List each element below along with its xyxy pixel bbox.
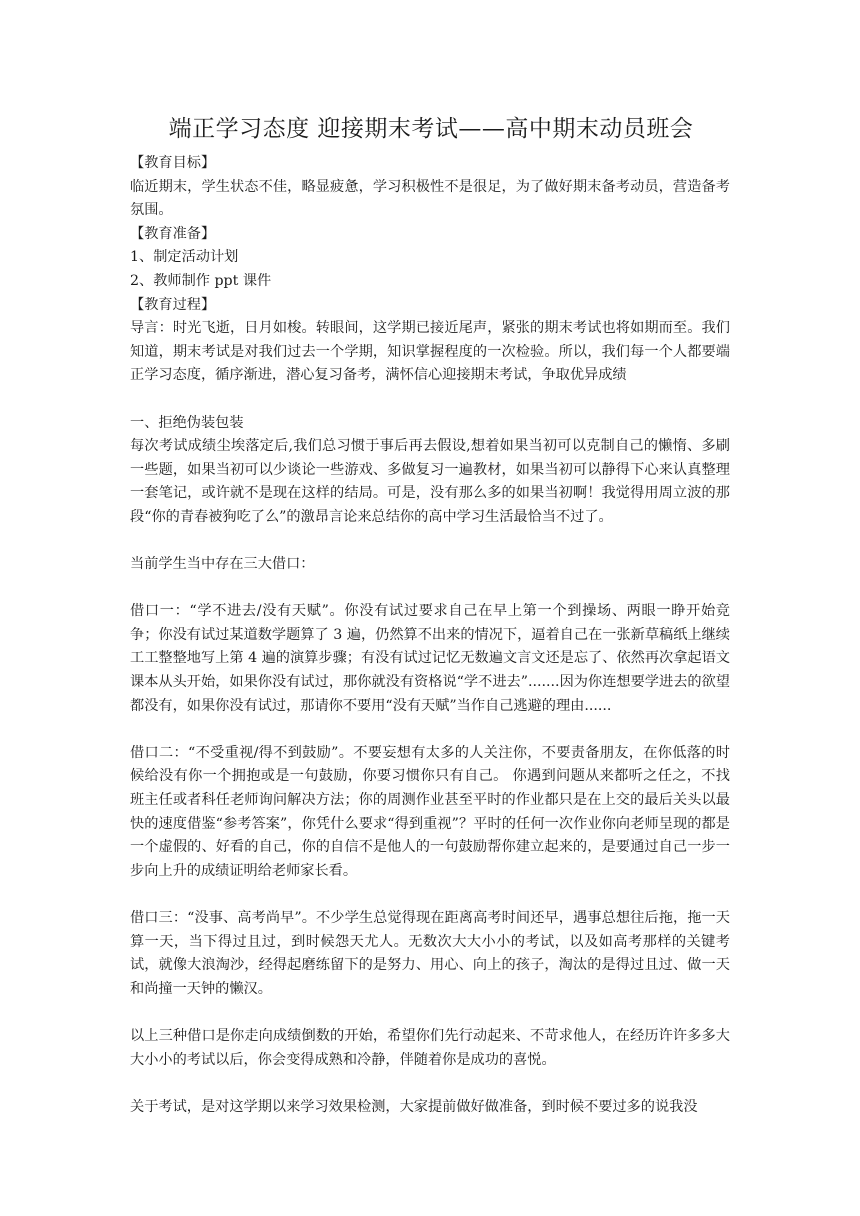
final-partial-paragraph: 关于考试，是对这学期以来学习效果检测，大家提前做好做准备，到时候不要过多的说我没	[130, 1098, 698, 1115]
paragraph-gap	[130, 530, 730, 554]
goal-text: 临近期末，学生状态不佳，略显疲惫，学习积极性不是很足，为了做好期末备考动员，营造备考氛围。	[130, 178, 730, 219]
paragraph-gap	[130, 883, 730, 907]
prep-item-2: 2、教师制作 ppt 课件	[130, 272, 272, 289]
section1-paragraph: 每次考试成绩尘埃落定后,我们总习惯于事后再去假设,想着如果当初可以克制自己的懒惰、多刷一些题，如果当初可以少谈论一些游戏、多做复习一遍教材，如果当初可以静得下心来认真整理一套笔记，或许就不是现在这样的结局。可是，没有那么多的如果当初啊！我觉得用周立波的那段“你的青春被狗吃了么”的激昂言论来总结你的高中学习生活最恰当不过了。	[130, 438, 730, 525]
paragraph-gap	[130, 718, 730, 742]
excuse2-paragraph: 借口二：“不受重视/得不到鼓励”。不要妄想有太多的人关注你，不要责备朋友，在你低落的时候给没有你一个拥抱或是一句鼓励，你要习惯你只有自己。 你遇到问题从来都听之任之，不找班主任或者科任老师询问解决方法；你的周测作业甚至平时的作业都只是在上交的最后关头以最快的速度借鉴“参考答案”，你凭什么要求“得到重视”？平时的任何一次作业你向老师呈现的都是一个虚假的、好看的自己，你的自信不是他人的一句鼓励帮你建立起来的，是要通过自己一步一步向上升的成绩证明给老师家长看。	[130, 744, 730, 879]
paragraph-gap	[130, 1072, 730, 1096]
prep-heading: 【教育准备】	[130, 225, 216, 242]
excuse3-paragraph: 借口三：“没事、高考尚早”。不少学生总觉得现在距离高考时间还早，遇事总想往后拖，拖一天算一天，当下得过且过，到时候怨天尤人。无数次大大小小的考试，以及如高考那样的关键考试，就像大浪淘沙，经得起磨练留下的是努力、用心、向上的孩子，淘汰的是得过且过、做一天和尚撞一天钟的懒汉。	[130, 910, 730, 997]
conclusion-paragraph: 以上三种借口是你走向成绩倒数的开始，希望你们先行动起来、不苛求他人，在经历许许多多大大小小的考试以后，你会变得成熟和冷静，伴随着你是成功的喜悦。	[130, 1027, 730, 1068]
goal-heading: 【教育目标】	[130, 155, 216, 171]
intro-paragraph: 导言：时光飞逝，日月如梭。转眼间，这学期已接近尾声，紧张的期末考试也将如期而至。我们知道，期末考试是对我们过去一个学期，知识掌握程度的一次检验。所以，我们每一个人都要端正学习态度，循序渐进，潜心复习备考，满怀信心迎接期末考试，争取优异成绩	[130, 320, 730, 384]
document-page	[130, 112, 730, 1119]
paragraph-gap	[130, 577, 730, 601]
excuses-intro: 当前学生当中存在三大借口：	[130, 556, 315, 573]
paragraph-gap	[130, 388, 730, 412]
document-title: 端正学习态度 迎接期末考试——高中期末动员班会	[168, 116, 694, 142]
excuse1-paragraph: 借口一：“学不进去/没有天赋”。你没有试过要求自己在早上第一个到操场、两眼一睁开始竞争；你没有试过某道数学题算了 3 遍，仍然算不出来的情况下，逼着自己在一张新草稿纸上继续工工整整地写上第 4 遍的演算步骤；有没有试过记忆无数遍文言文还是忘了、依然再次拿起语文课本从头开始，如果你没有试过，那你就没有资格说“学不进去”.......因为你连想要学进去的欲望都没有，如果你没有试过，那请你不要用“没有天赋”当作自己逃避的理由......	[130, 603, 730, 714]
process-heading: 【教育过程】	[130, 296, 216, 313]
section1-heading: 一、拒绝伪装包装	[130, 414, 244, 431]
paragraph-gap	[130, 1001, 730, 1025]
prep-item-1: 1、制定活动计划	[130, 249, 239, 266]
